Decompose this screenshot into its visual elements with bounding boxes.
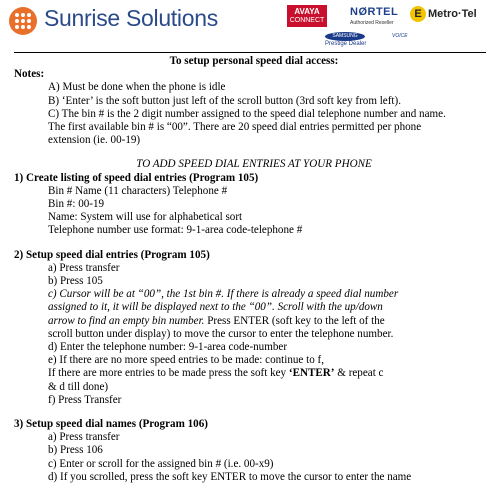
header-divider [14,52,486,53]
section-2-step-e-cont: If there are more entries to be made press the soft key [48,367,289,380]
section-1-line: Bin # Name (11 characters) Telephone # [48,184,228,197]
section-2-step-e: e) If there are no more speed entries to be made: continue to f, [48,354,324,367]
company-name: Sunrise Solutions [44,5,218,31]
note-line: C) The bin # is the 2 digit number assigned to the speed dial telephone number and name. [48,107,446,120]
section-2-step-c-cont: assigned to it, it will be displayed next to the “00”. Scroll with the up/down [48,301,383,314]
section-subheading: TO ADD SPEED DIAL ENTRIES AT YOUR PHONE [136,158,372,171]
section-2-step-c: c) Cursor will be at “00”, the 1st bin #. If there is already a speed dial number [48,288,399,301]
note-line: A) Must be done when the phone is idle [48,81,226,94]
section-3-step-c: c) Enter or scroll for the assigned bin # (i.e. 00-x9) [48,457,274,470]
section-2-step-c-cont: scroll button under display) to move the cursor to enter the telephone number. [48,327,394,340]
note-line: B) ‘Enter’ is the soft button just left of the scroll button (3rd soft key from left). [48,94,401,107]
e-icon: E [410,6,426,22]
avaya-logo-text: AVAYA [294,7,320,16]
section-1-heading: 1) Create listing of speed dial entries (Program 105) [14,171,259,184]
section-1-line: Telephone number use format: 9-1-area code-telephone # [48,224,303,237]
section-2-step-e-cont: & repeat c [334,367,384,380]
nortel-logo-sub: Authorized Reseller [350,20,394,26]
section-2-step-c-cont: Press ENTER (soft key to the left of the [204,314,385,327]
samsung-logo-text: SAMSUNG [325,32,365,41]
section-3-step-d: d) If you scrolled, press the soft key ENTER to move the cursor to enter the name [48,470,412,483]
avaya-logo-sub: CONNECT [289,17,325,24]
section-2-step-e-cont: & d till done) [48,380,109,393]
voice-logo: VOICE [392,33,408,39]
avaya-logo [287,5,327,27]
emetrotel-logo [410,6,477,22]
section-3-step-b: b) Press 106 [48,444,103,457]
note-line: extension (ie. 00-19) [48,134,141,147]
section-2-step-c-cont: arrow to find an empty bin number. [48,314,205,327]
section-2-step-b: b) Press 105 [48,275,103,288]
section-2-step-a: a) Press transfer [48,261,120,274]
nortel-logo: NØRTEL [350,6,399,18]
sunrise-logo-icon [8,6,38,36]
page-header [0,0,500,52]
section-1-line: Bin #: 00-19 [48,198,105,211]
emetrotel-text: Metro·Tel [428,8,477,20]
section-2-step-f: f) Press Transfer [48,393,122,406]
samsung-logo [325,32,366,47]
document-body [14,55,494,484]
section-3-step-a: a) Press transfer [48,431,120,444]
section-2-step-d: d) Enter the telephone number: 9-1-area code-number [48,341,288,354]
enter-key-label: ‘ENTER’ [288,367,335,380]
samsung-logo-sub: Prestige Dealer [325,41,367,47]
section-1-line: Name: System will use for alphabetical sort [48,211,243,224]
section-3-heading: 3) Setup speed dial names (Program 106) [14,418,208,431]
section-2-heading: 2) Setup speed dial entries (Program 105) [14,248,210,261]
document-title: To setup personal speed dial access: [169,55,339,67]
note-line: The first available bin # is “00”. There are 20 speed dial entries permitted per phone [48,121,422,134]
notes-label: Notes: [14,68,45,81]
